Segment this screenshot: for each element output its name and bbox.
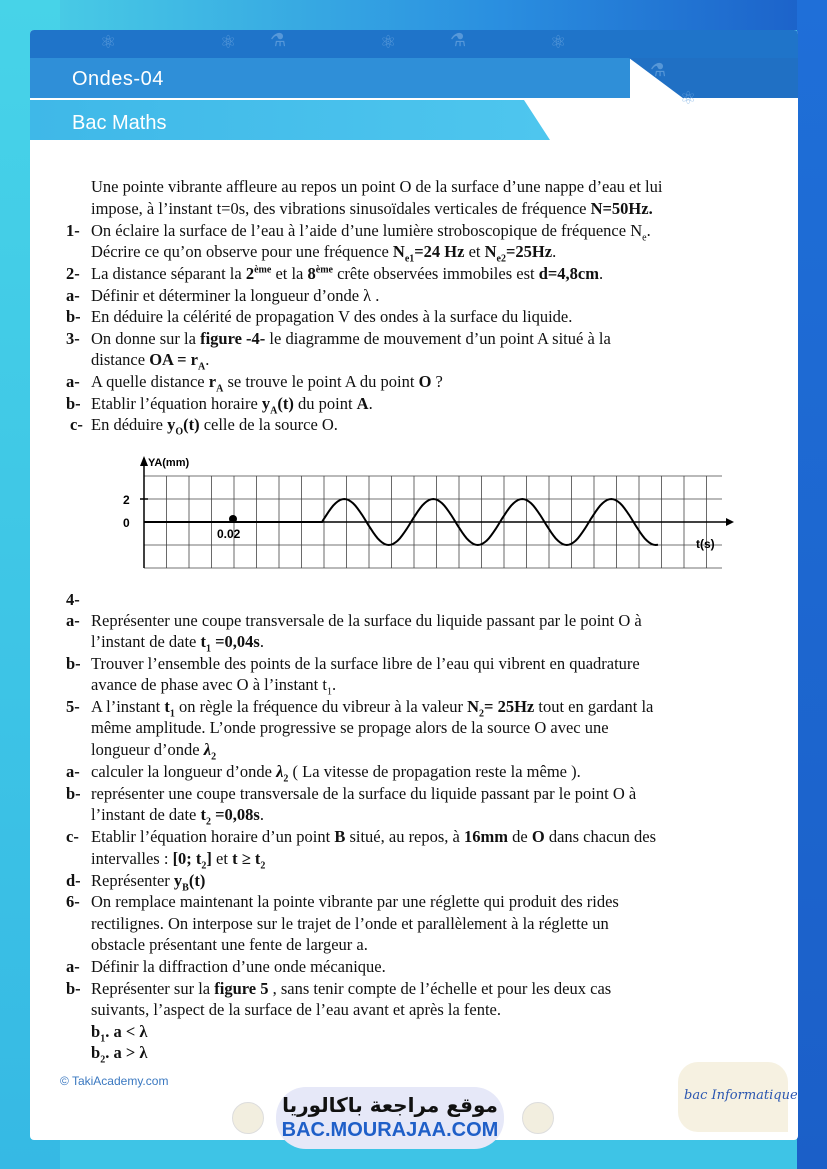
atom-icon: ⚛ bbox=[220, 32, 237, 53]
question-6-line-2: rectilignes. On interpose sur le trajet de l’onde et parallèlement à la réglette un bbox=[91, 914, 609, 933]
header-band bbox=[30, 30, 798, 58]
question-5a-number: a- bbox=[66, 762, 80, 781]
question-4a-line-1: Représenter une coupe transversale de la surface du liquide passant par le point O à bbox=[91, 611, 642, 630]
question-1-line-2: Décrire ce qu’on observe pour une fréquence $N_{e1}=24$ Hz et $N_{e2}=25Hz$. bbox=[91, 242, 557, 265]
question-5c-line-1: Etablir l’équation horaire d’un point B situé, au repos, à 16mm de O dans chacun des bbox=[91, 827, 657, 846]
x-tick-label: 0.02 bbox=[217, 527, 241, 541]
atom-icon: ⚛ bbox=[380, 32, 397, 53]
question-5d-number: d- bbox=[66, 871, 81, 890]
y-tick-label: 0 bbox=[123, 516, 130, 530]
intro-line-2: impose, à l’instant t=0s, des vibrations sinusoïdales verticales de fréquence N=50Hz. bbox=[91, 199, 653, 218]
x-axis-label: t(s) bbox=[696, 537, 715, 551]
y-axis-label: YA(mm) bbox=[148, 457, 190, 469]
question-5d-text: Représenter $y_B(t)$ bbox=[91, 871, 206, 894]
y-axis-arrow bbox=[140, 456, 148, 466]
question-2a-number: a- bbox=[66, 286, 80, 305]
question-2a-text: Définir et déterminer la longueur d’onde λ . bbox=[91, 286, 380, 305]
footer-site-badge[interactable] bbox=[276, 1087, 504, 1149]
question-3b-text: Etablir l’équation horaire $y_A(t)$ du point A. bbox=[91, 394, 373, 417]
microscope-icon: ⚗ bbox=[270, 30, 287, 51]
question-5b-line-2: l’instant de date $t_2 =0,08s$. bbox=[91, 805, 264, 828]
question-5c-line-2: intervalles : [0; $t_2$] et $t \ge t_2$ bbox=[91, 849, 266, 872]
question-4b-line-2: avance de phase avec O à l’instant $t_1$. bbox=[91, 675, 337, 698]
question-1-line-1: On éclaire la surface de l’eau à l’aide d’une lumière stroboscopique de fréquence $N_e$. bbox=[91, 221, 651, 244]
page-subtitle: Bac Maths bbox=[72, 112, 167, 134]
question-4a-number: a- bbox=[66, 611, 80, 630]
footer-site-url[interactable]: BAC.MOURAJAA.COM bbox=[281, 1119, 499, 1141]
atom-icon: ⚛ bbox=[550, 32, 567, 53]
question-3-line-1: On donne sur la figure -4- le diagramme de mouvement d’un point A situé à la bbox=[91, 329, 611, 348]
footer-copyright: © TakiAcademy.com bbox=[60, 1074, 169, 1088]
question-2b-number: b- bbox=[66, 307, 81, 326]
question-6-number: 6- bbox=[66, 892, 80, 911]
footer-site-arabic: موقع مراجعة باكالوريا bbox=[282, 1093, 498, 1117]
question-5-number: 5- bbox=[66, 697, 80, 716]
question-2b-text: En déduire la célérité de propagation V des ondes à la surface du liquide. bbox=[91, 307, 573, 326]
x-axis-arrow bbox=[726, 518, 734, 526]
question-3c-text: En déduire $y_O(t)$ celle de la source O. bbox=[91, 415, 338, 438]
question-4a-line-2: l’instant de date $t_1 =0,04s$. bbox=[91, 632, 264, 655]
question-5a-text: calculer la longueur d’onde $\lambda_2$ ( La vitesse de propagation reste la même ). bbox=[91, 762, 581, 785]
question-3c-number: c- bbox=[70, 415, 83, 434]
y-tick-label: 2 bbox=[123, 493, 130, 507]
question-3-number: 3- bbox=[66, 329, 80, 348]
bac-informatique-logo bbox=[678, 1062, 798, 1132]
question-5b-line-1: représenter une coupe transversale de la surface du liquide passant par le point O à bbox=[91, 784, 637, 803]
microscope-icon: ⚗ bbox=[450, 30, 467, 51]
figure-4-chart bbox=[100, 418, 740, 578]
question-5-line-1: A l’instant $t_1$ on règle la fréquence du vibreur à la valeur $N_2= 25Hz$ tout en gardant la bbox=[91, 697, 654, 720]
question-6b-number: b- bbox=[66, 979, 81, 998]
question-3a-text: A quelle distance $r_A$ se trouve le point A du point O ? bbox=[91, 372, 443, 395]
question-6a-number: a- bbox=[66, 957, 80, 976]
frame-top bbox=[0, 0, 827, 30]
question-6-line-3: obstacle présentant une fente de largeur a. bbox=[91, 935, 368, 954]
atom-icon: ⚛ bbox=[100, 32, 117, 53]
question-6b-line-2: suivants, l’aspect de la surface de l’eau avant et après la fente. bbox=[91, 1000, 502, 1019]
question-5b-number: b- bbox=[66, 784, 81, 803]
question-1-number: 1- bbox=[66, 221, 80, 240]
question-4b-line-1: Trouver l’ensemble des points de la surface libre de l’eau qui vibrent en quadrature bbox=[91, 654, 640, 673]
logo-text: bac Informatique bbox=[684, 1088, 798, 1103]
small-logo-icon bbox=[232, 1102, 264, 1134]
frame-right bbox=[797, 0, 827, 1169]
small-logo-icon bbox=[522, 1102, 554, 1134]
question-6-line-1: On remplace maintenant la pointe vibrante par une réglette qui produit des rides bbox=[91, 892, 619, 911]
question-5-line-3: longueur d’onde $\lambda_2$ bbox=[91, 740, 217, 763]
question-6b1-case: $b_1$. a < λ bbox=[91, 1022, 148, 1045]
question-4b-number: b- bbox=[66, 654, 81, 673]
question-6a-text: Définir la diffraction d’une onde mécanique. bbox=[91, 957, 386, 976]
question-4-number: 4- bbox=[66, 590, 80, 609]
question-6b-line-1: Représenter sur la figure 5 , sans tenir compte de l’échelle et pour les deux cas bbox=[91, 979, 612, 998]
question-3a-number: a- bbox=[66, 372, 80, 391]
page-title: Ondes-04 bbox=[72, 68, 164, 90]
question-6b2-case: $b_2$. a > λ bbox=[91, 1043, 148, 1066]
question-2-number: 2- bbox=[66, 264, 80, 283]
question-3b-number: b- bbox=[66, 394, 81, 413]
question-5-line-2: même amplitude. L’onde progressive se propage alors de la source O avec une bbox=[91, 718, 609, 737]
question-5c-number: c- bbox=[66, 827, 79, 846]
atom-icon: ⚛ bbox=[680, 88, 697, 109]
microscope-icon: ⚗ bbox=[650, 60, 667, 81]
question-2-line-1: La distance séparant la 2ème et la 8ème crête observées immobiles est d=4,8cm. bbox=[91, 264, 604, 283]
question-3-line-2: distance OA = $r_A$. bbox=[91, 350, 210, 373]
intro-line-1: Une pointe vibrante affleure au repos un point O de la surface d’une nappe d’eau et lui bbox=[91, 177, 663, 196]
